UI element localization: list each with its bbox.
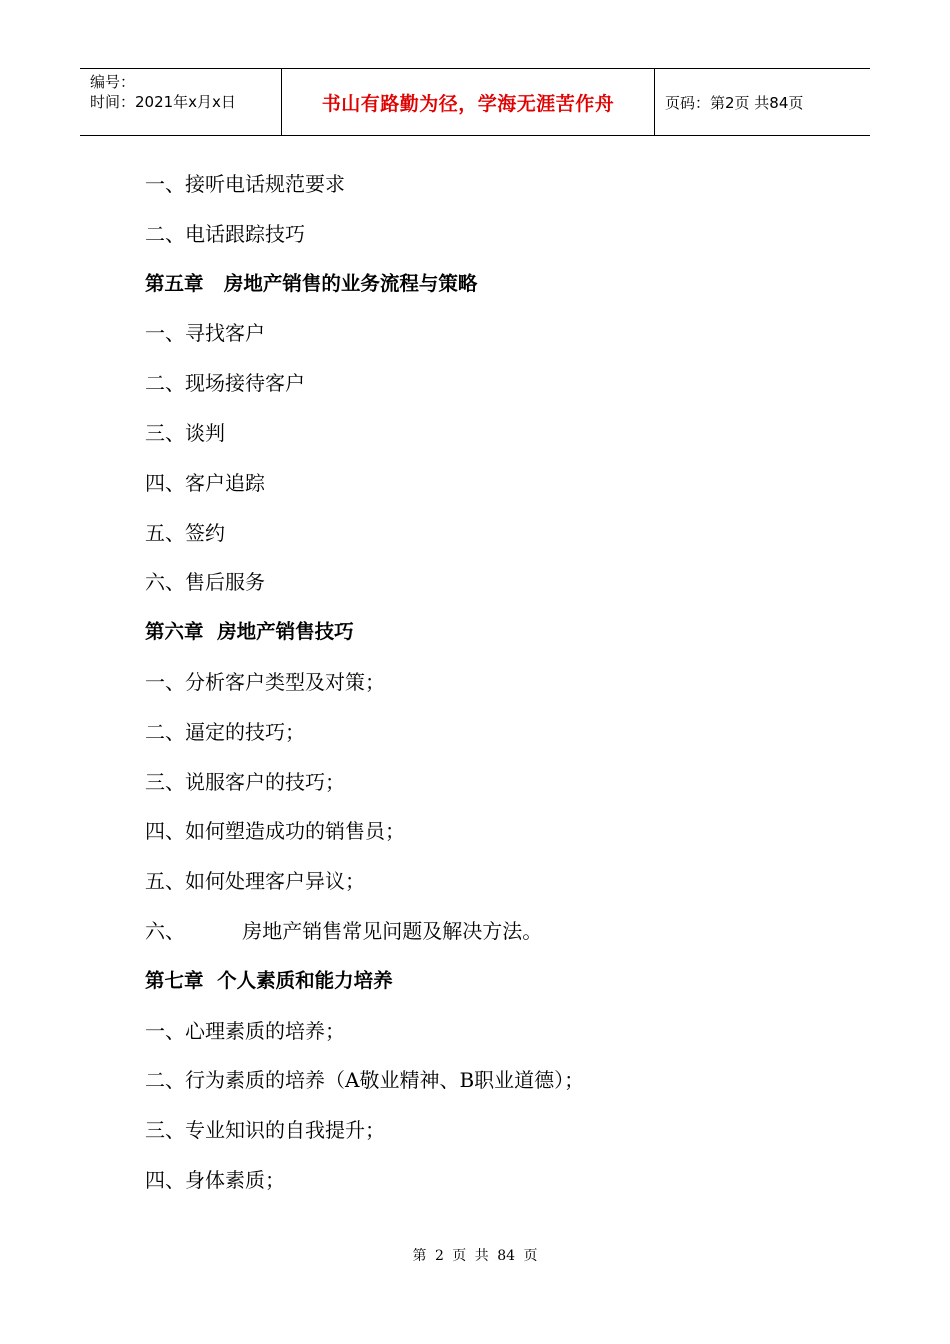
outline-item: 二、电话跟踪技巧 — [145, 221, 305, 246]
document-date-label: 时间：2021年x月x日 — [90, 93, 236, 111]
outline-item: 六、售后服务 — [145, 570, 265, 595]
outline-item: 一、接听电话规范要求 — [145, 172, 345, 196]
chapter-heading: 第六章 房地产销售技巧 — [145, 620, 354, 644]
chapter-heading: 第五章 房地产销售的业务流程与策略 — [145, 271, 478, 295]
header-page-info: 页码：第2页 共84页 — [665, 93, 804, 112]
outline-item: 一、分析客户类型及对策； — [145, 669, 385, 694]
outline-item: 三、说服客户的技巧； — [145, 769, 345, 794]
outline-item: 二、逼定的技巧； — [145, 719, 305, 744]
outline-item: 二、行为素质的培养（A敬业精神、B职业道德）； — [145, 1068, 585, 1093]
outline-item: 二、现场接待客户 — [145, 371, 305, 396]
outline-item: 五、签约 — [145, 520, 225, 545]
outline-item: 三、专业知识的自我提升； — [145, 1118, 385, 1143]
document-number-label: 编号： — [90, 73, 136, 91]
page-footer: 第 2 页 共 84 页 — [412, 1248, 538, 1264]
outline-item: 一、心理素质的培养； — [145, 1018, 345, 1043]
outline-item: 四、客户追踪 — [145, 470, 265, 495]
chapter-heading: 第七章 个人素质和能力培养 — [145, 968, 393, 992]
outline-item: 四、如何塑造成功的销售员； — [145, 819, 405, 844]
outline-item: 一、寻找客户 — [145, 321, 265, 346]
outline-content — [145, 167, 865, 1213]
header-meta-cell — [80, 69, 282, 135]
outline-item: 六、 房地产销售常见问题及解决方法。 — [145, 918, 543, 943]
page-header — [80, 68, 870, 136]
outline-item: 三、谈判 — [145, 420, 225, 445]
outline-item: 四、身体素质； — [145, 1167, 285, 1192]
header-motto: 书山有路勤为径，学海无涯苦作舟 — [282, 69, 655, 135]
outline-item: 五、如何处理客户异议； — [145, 869, 365, 894]
